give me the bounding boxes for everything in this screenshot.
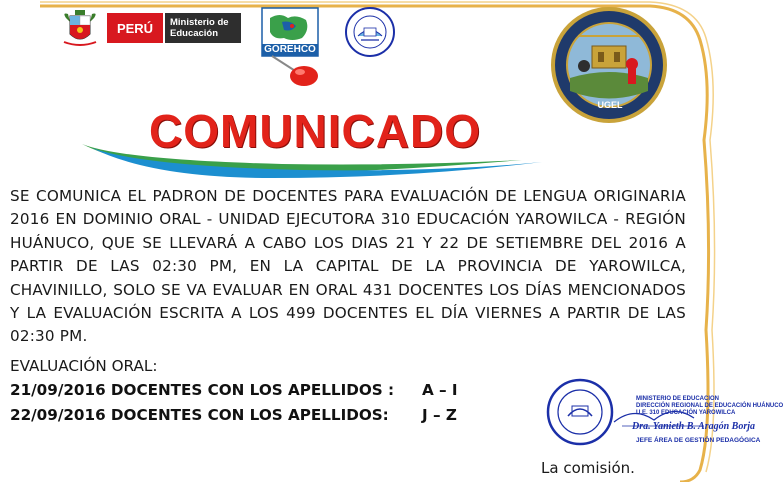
- regional-education-seal-icon: [344, 6, 396, 58]
- schedule-label: 22/09/2016 DOCENTES CON LOS APELLIDOS:: [10, 406, 389, 424]
- gorehco-label: GOREHCO: [262, 44, 318, 56]
- ugel-label: UGEL: [597, 100, 623, 110]
- ministry-label-line1: Ministerio de: [170, 17, 229, 28]
- stamp-header: [636, 396, 783, 417]
- stamp-header-line: MINISTERIO DE EDUCACION: [636, 396, 720, 402]
- ministry-logo: [165, 13, 241, 43]
- schedule-range: J – Z: [422, 406, 457, 424]
- announcement-paragraph: SE COMUNICA EL PADRON DE DOCENTES PARA EVALUACIÓN DE LENGUA ORIGINARIA 2016 EN DOMINIO ORAL - UNIDAD EJECUTORA 310 EDUCACIÓN YAROWILCA - REGIÓN HUÁNUCO, QUE SE LLEVARÁ A CABO LOS DIAS 21 Y 22 DE SETIEMBRE DEL 2016 A PARTIR DE LAS 02:30 PM, EN LA CAPITAL DE LA PROVINCIA DE YAROWILCA, CHAVINILLO, SOLO SE VA EVALUAR EN ORAL 431 DOCENTES LOS DÍAS MENCIONADOS Y LA EVALUACIÓN ESCRITA A LOS 499 DOCENTES EL DÍA VIERNES A PARTIR DE LAS 02:30 PM.: [10, 187, 686, 346]
- signature-role: JEFE ÁREA DE GESTIÓN PEDAGÓGICA: [636, 437, 761, 444]
- signature-name: Dra. Yanieth B. Aragón Borja: [632, 421, 756, 432]
- peru-label: PERÚ: [116, 20, 154, 36]
- closing-signature: La comisión.: [541, 459, 635, 477]
- schedule-range: A – I: [422, 381, 458, 399]
- ministry-label-line2: Educación: [170, 28, 219, 39]
- stamp-header-line: DIRECCIÓN REGIONAL DE EDUCACIÓN HUÁNUCO: [636, 403, 783, 409]
- page-title: COMUNICADO: [149, 105, 481, 157]
- schedule-row: [10, 406, 457, 424]
- evaluation-heading: EVALUACIÓN ORAL:: [10, 357, 158, 375]
- peru-logo: [107, 13, 163, 43]
- schedule-row: [10, 381, 458, 399]
- schedule-label: 21/09/2016 DOCENTES CON LOS APELLIDOS :: [10, 381, 395, 399]
- stamp-header-line: U.E. 310 EDUCACIÓN YAROWILCA: [636, 410, 736, 416]
- pushpin-icon: [266, 50, 326, 90]
- peru-coat-of-arms-icon: [58, 8, 102, 50]
